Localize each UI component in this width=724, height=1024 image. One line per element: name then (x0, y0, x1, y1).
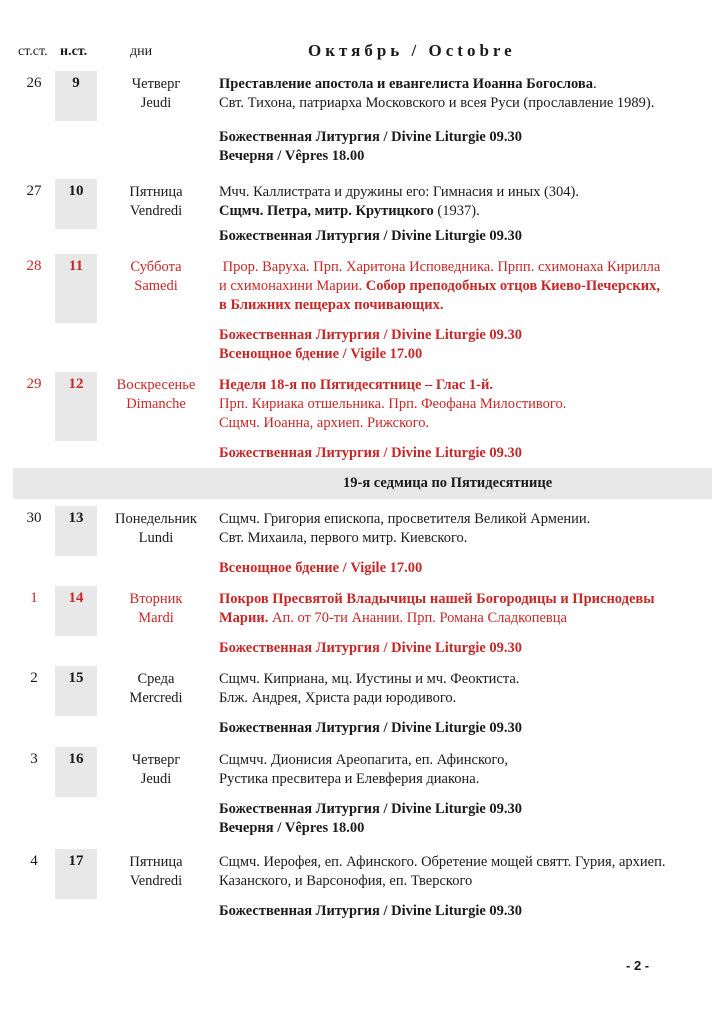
old-style-date: 1 (30, 590, 38, 606)
commemoration-text: Покров Пресвятой Владычицы нашей Богородицы и Приснодевы (219, 591, 655, 607)
commemoration-text: Рустика пресвитера и Елевферия диакона. (219, 771, 480, 787)
new-style-date: 15 (68, 670, 84, 686)
weekday-fr: Jeudi (140, 95, 172, 111)
service-time: Всенощное бдение / Vigile 17.00 (219, 560, 423, 576)
services (219, 639, 714, 658)
new-style-date: 17 (68, 853, 84, 869)
weekday-fr: Jeudi (140, 771, 172, 787)
new-style-date: 14 (68, 590, 84, 606)
weekday-fr: Mercredi (129, 690, 183, 706)
commemoration-line (219, 414, 714, 433)
commemoration-text: в Ближних пещерах почивающих. (219, 297, 444, 313)
old-style-date: 27 (26, 183, 42, 199)
service-time: Божественная Литургия / Divine Liturgie 09.30 (219, 327, 523, 343)
month-title: Октябрь / Octobre (308, 41, 516, 60)
services (219, 227, 714, 246)
commemoration-line (219, 510, 714, 529)
weekday-ru: Четверг (131, 752, 181, 768)
new-style-date-box (55, 179, 97, 229)
old-style-date: 2 (30, 670, 38, 686)
service-time: Вечерня / Vêpres 18.00 (219, 820, 365, 836)
header-new-style: н.ст. (60, 44, 88, 59)
commemoration-text: и схимонахини Марии. (219, 278, 366, 294)
commemorations (219, 258, 714, 315)
commemoration-line (219, 75, 714, 94)
commemoration-line (219, 529, 714, 548)
weekday-ru: Понедельник (115, 511, 197, 527)
weekday-ru: Четверг (131, 76, 181, 92)
page-number: - 2 - (626, 958, 650, 973)
weekday-ru: Воскресенье (116, 377, 196, 393)
commemoration-text: . (593, 76, 597, 92)
commemoration-text: Сщмч. Иерофея, еп. Афинского. Обретение мощей святт. Гурия, архиеп. (219, 854, 666, 870)
commemoration-text: Сщмч. Киприана, мц. Иустины и мч. Феоктиста. (219, 671, 520, 687)
service-time: Божественная Литургия / Divine Liturgie 09.30 (219, 445, 523, 461)
service-time: Божественная Литургия / Divine Liturgie 09.30 (219, 640, 523, 656)
commemoration-line (219, 395, 714, 414)
weekday (100, 590, 212, 628)
old-style-date: 30 (26, 510, 42, 526)
services (219, 800, 714, 838)
commemoration-line (219, 296, 714, 315)
weekday (100, 670, 212, 708)
service-time: Божественная Литургия / Divine Liturgie 09.30 (219, 801, 523, 817)
weekday-fr: Samedi (134, 278, 178, 294)
services (219, 326, 714, 364)
old-style-date: 29 (26, 376, 42, 392)
commemorations (219, 853, 714, 891)
commemoration-line (219, 590, 714, 609)
weekday (100, 75, 212, 113)
weekday (100, 376, 212, 414)
commemoration-text: Собор преподобных отцов Киево-Печерских, (365, 278, 660, 294)
old-style-date: 4 (30, 853, 38, 869)
commemoration-line (219, 258, 714, 277)
new-style-date: 9 (72, 75, 80, 91)
new-style-date-box (55, 747, 97, 797)
commemorations (219, 590, 714, 628)
old-style-date: 3 (30, 751, 38, 767)
commemoration-text: Сщмч. Петра, митр. Крутицкого (219, 203, 434, 219)
commemoration-line (219, 670, 714, 689)
commemoration-text: Сщмч. Григория епископа, просветителя Великой Армении. (219, 511, 591, 527)
services (219, 902, 714, 921)
commemoration-line (219, 872, 714, 891)
weekday-fr: Vendredi (129, 873, 183, 889)
weekday-ru: Суббота (130, 259, 182, 275)
commemoration-text: Неделя 18-я по Пятидесятнице – Глас 1-й. (219, 377, 493, 393)
new-style-date: 16 (68, 751, 84, 767)
commemoration-line (219, 609, 714, 628)
commemorations (219, 670, 714, 708)
new-style-date: 11 (68, 258, 84, 274)
commemoration-line (219, 853, 714, 872)
commemoration-text: Преставление апостола и евангелиста Иоанна Богослова (219, 76, 594, 92)
new-style-date-box (55, 71, 97, 121)
commemorations (219, 183, 714, 221)
weekday-ru: Пятница (129, 184, 183, 200)
weekday-ru: Среда (137, 671, 175, 687)
new-style-date: 12 (68, 376, 84, 392)
new-style-date-box (55, 506, 97, 556)
new-style-date: 10 (68, 183, 84, 199)
weekday-fr: Dimanche (126, 396, 186, 412)
service-time: Божественная Литургия / Divine Liturgie 09.30 (219, 228, 523, 244)
header-days: дни (130, 44, 153, 59)
old-style-date: 28 (26, 258, 42, 274)
commemoration-line (219, 689, 714, 708)
week-separator (13, 468, 712, 499)
weekday (100, 258, 212, 296)
weekday (100, 510, 212, 548)
commemoration-line (219, 183, 714, 202)
weekday-ru: Вторник (129, 591, 183, 607)
commemoration-text: Свт. Михаила, первого митр. Киевского. (219, 530, 468, 546)
week-separator-label: 19-я седмица по Пятидесятнице (343, 475, 553, 491)
services (219, 128, 714, 166)
service-time: Божественная Литургия / Divine Liturgie 09.30 (219, 129, 523, 145)
weekday-fr: Mardi (138, 610, 174, 626)
new-style-date-box (55, 849, 97, 899)
commemoration-text: Прор. Варуха. Прп. Харитона Исповедника. Прпп. схимонаха Кирилла (219, 259, 661, 275)
commemoration-text: Прп. Кириака отшельника. Прп. Феофана Милостивого. (219, 396, 567, 412)
weekday-fr: Lundi (138, 530, 174, 546)
commemoration-line (219, 277, 714, 296)
service-time: Вечерня / Vêpres 18.00 (219, 148, 365, 164)
commemoration-text: Марии. (219, 610, 269, 626)
new-style-date: 13 (68, 510, 84, 526)
weekday-fr: Vendredi (129, 203, 183, 219)
commemorations (219, 510, 714, 548)
commemoration-line (219, 202, 714, 221)
commemoration-text: Блж. Андрея, Христа ради юродивого. (219, 690, 457, 706)
commemoration-line (219, 94, 714, 113)
commemoration-line (219, 770, 714, 789)
new-style-date-box (55, 586, 97, 636)
new-style-date-box (55, 666, 97, 716)
new-style-date-box (55, 372, 97, 441)
services (219, 444, 714, 463)
services (219, 559, 714, 578)
service-time: Божественная Литургия / Divine Liturgie 09.30 (219, 720, 523, 736)
service-time: Божественная Литургия / Divine Liturgie 09.30 (219, 903, 523, 919)
commemoration-text: Ап. от 70-ти Анании. Прп. Романа Сладкопевца (268, 610, 567, 626)
commemoration-text: Казанского, и Варсонофия, еп. Тверского (219, 873, 473, 889)
commemoration-line (219, 376, 714, 395)
weekday (100, 853, 212, 891)
service-time: Всенощное бдение / Vigile 17.00 (219, 346, 423, 362)
commemoration-text: Мчч. Каллистрата и дружины его: Гимнасия и иных (304). (219, 184, 580, 200)
commemoration-text: Свт. Тихона, патриарха Московского и всея Руси (прославление 1989). (219, 95, 655, 111)
commemorations (219, 376, 714, 433)
old-style-date: 26 (26, 75, 42, 91)
header-old-style: ст.ст. (18, 44, 48, 59)
new-style-date-box (55, 254, 97, 323)
commemorations (219, 75, 714, 113)
commemoration-text: Сщмч. Иоанна, архиеп. Рижского. (219, 415, 430, 431)
commemorations (219, 751, 714, 789)
commemoration-text: Сщмчч. Дионисия Ареопагита, еп. Афинского, (219, 752, 509, 768)
weekday (100, 751, 212, 789)
commemoration-line (219, 751, 714, 770)
services (219, 719, 714, 738)
weekday (100, 183, 212, 221)
weekday-ru: Пятница (129, 854, 183, 870)
commemoration-text: (1937). (433, 203, 480, 219)
